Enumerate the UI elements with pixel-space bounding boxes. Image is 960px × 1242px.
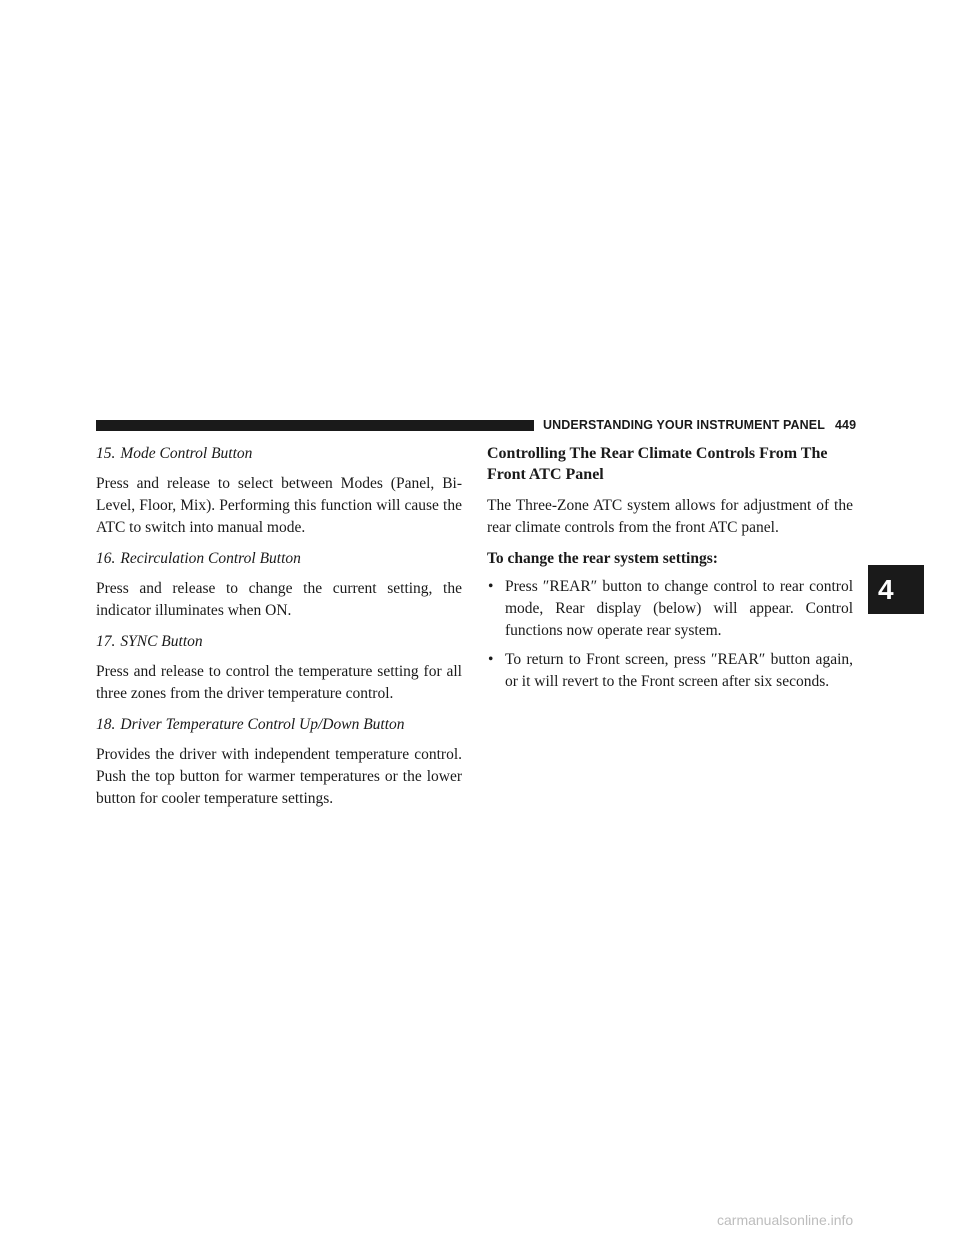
item-heading (96, 714, 462, 736)
item-number: 16. (96, 550, 116, 567)
item-heading (96, 443, 462, 465)
chapter-tab: 4 (868, 565, 924, 614)
item-title: Driver Temperature Control Up/Down Button (120, 716, 405, 733)
item-text: Press and release to control the temperature setting for all three zones from the driver temperature control. (96, 663, 462, 702)
bullet-text: To return to Front screen, press ″REAR″ button again, or it will revert to the Front screen after six seconds. (505, 651, 853, 690)
running-header (543, 418, 856, 432)
list-item (487, 576, 853, 642)
item-text: Provides the driver with independent temperature control. Push the top button for warmer temperatures or the lower button for cooler temperature settings. (96, 746, 462, 807)
item-title: Recirculation Control Button (120, 550, 301, 567)
intro-text: The Three-Zone ATC system allows for adjustment of the rear climate controls from the front ATC panel. (487, 497, 853, 536)
item-text: Press and release to change the current setting, the indicator illuminates when ON. (96, 580, 462, 619)
watermark: carmanualsonline.info (717, 1212, 854, 1228)
sub-heading: To change the rear system settings: (487, 550, 718, 567)
page-number: 449 (834, 418, 857, 432)
left-column (96, 443, 462, 819)
section-heading: Controlling The Rear Climate Controls From The Front ATC Panel (487, 445, 828, 483)
item-18 (96, 714, 462, 810)
item-17 (96, 631, 462, 705)
list-item (487, 649, 853, 693)
item-number: 17. (96, 633, 116, 650)
item-number: 18. (96, 716, 116, 733)
item-16 (96, 548, 462, 622)
header-title: UNDERSTANDING YOUR INSTRUMENT PANEL (543, 418, 825, 432)
bullet-list (487, 576, 853, 693)
item-15 (96, 443, 462, 539)
header-rule (96, 420, 534, 431)
item-heading (96, 548, 462, 570)
bullet-text: Press ″REAR″ button to change control to rear control mode, Rear display (below) will appear. Control functions now operate rear system. (505, 578, 853, 639)
item-title: Mode Control Button (120, 445, 253, 462)
item-number: 15. (96, 445, 116, 462)
bullet-icon: • (488, 651, 494, 668)
right-column (487, 443, 853, 700)
item-heading (96, 631, 462, 653)
bullet-icon: • (488, 578, 494, 595)
item-text: Press and release to select between Modes (Panel, Bi-Level, Floor, Mix). Performing this function will cause the ATC to switch into manual mode. (96, 475, 462, 536)
item-title: SYNC Button (120, 633, 203, 650)
